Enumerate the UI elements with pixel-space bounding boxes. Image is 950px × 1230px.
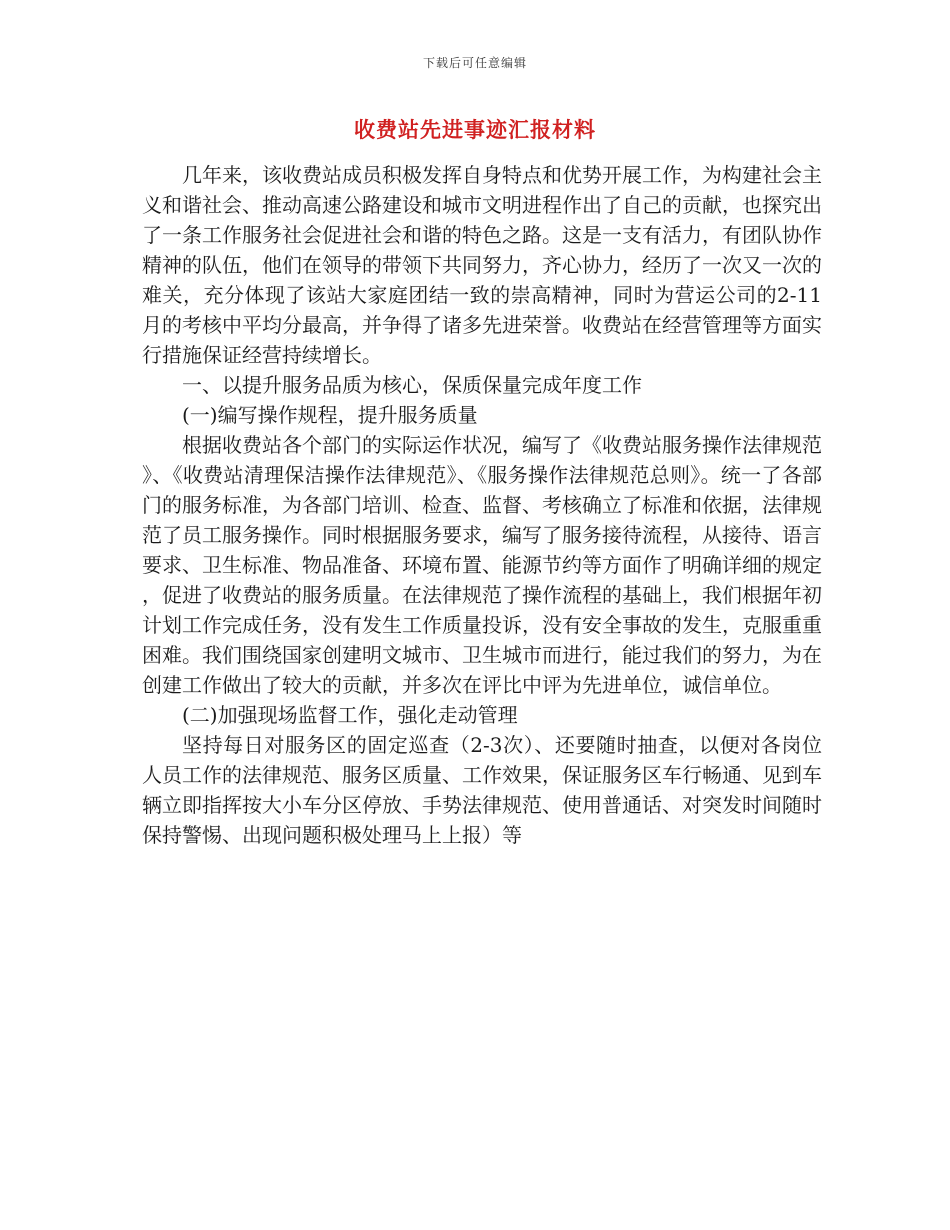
- document-body: [142, 160, 822, 850]
- document-title: 收费站先进事迹汇报材料: [354, 117, 596, 142]
- intro-paragraph: 几年来，该收费站成员积极发挥自身特点和优势开展工作，为构建社会主义和谐社会、推动高速公路建设和城市文明进程作出了自己的贡献，也探究出了一条工作服务社会促进社会和谐的特色之路。这是一支有活力，有团队协作精神的队伍，他们在领导的带领下共同努力，齐心协力，经历了一次又一次的难关，充分体现了该站大家庭团结一致的崇高精神，同时为营运公司的2-11月的考核中平均分最高，并争得了诸多先进荣誉。收费站在经营管理等方面实行措施保证经营持续增长。: [142, 163, 822, 367]
- subsection-heading-1: (一)编写操作规程，提升服务质量: [182, 403, 478, 427]
- section-heading-1: 一、以提升服务品质为核心，保质保量完成年度工作: [182, 373, 642, 397]
- paragraph-1: 根据收费站各个部门的实际运作状况，编写了《收费站服务操作法律规范》、《收费站清理保洁操作法律规范》、《服务操作法律规范总则》。统一了各部门的服务标准，为各部门培训、检查、监督、考核确立了标准和依据，法律规范了员工服务操作。同时根据服务要求，编写了服务接待流程，从接待、语言要求、卫生标准、物品准备、环境布置、能源节约等方面作了明确详细的规定，促进了收费站的服务质量。在法律规范了操作流程的基础上，我们根据年初计划工作完成任务，没有发生工作质量投诉，没有安全事故的发生，克服重重困难。我们围绕国家创建明文城市、卫生城市而进行，能过我们的努力，为在创建工作做出了较大的贡献，并多次在评比中评为先进单位，诚信单位。: [142, 433, 822, 697]
- header-note: 下载后可任意编辑: [422, 56, 527, 70]
- subsection-heading-2: (二)加强现场监督工作，强化走动管理: [182, 703, 518, 727]
- paragraph-2: 坚持每日对服务区的固定巡查（2-3次）、还要随时抽查，以便对各岗位人员工作的法律规范、服务区质量、工作效果，保证服务区车行畅通、见到车辆立即指挥按大小车分区停放、手势法律规范、使用普通话、对突发时间随时保持警惕、出现问题积极处理马上上报）等: [142, 733, 822, 847]
